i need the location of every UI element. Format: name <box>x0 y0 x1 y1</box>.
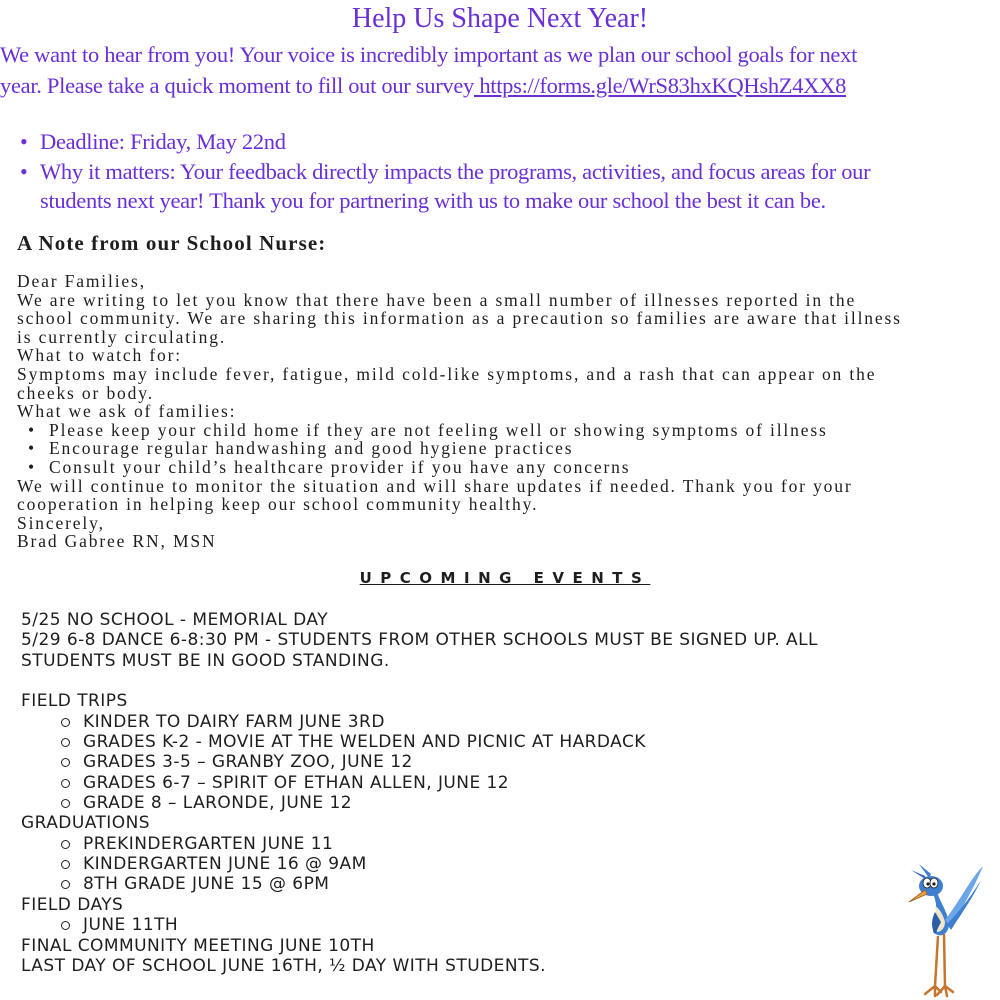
watch-for-heading: What to watch for: <box>17 345 182 366</box>
nurse-paragraph-line-1: We are writing to let you know that there have been a small number of illnesses reported in the <box>17 289 857 310</box>
survey-bullet-list <box>0 127 1000 216</box>
event-dance-line-1: 5/29 6-8 DANCE 6-8:30 PM - STUDENTS FROM OTHER SCHOOLS MUST BE SIGNED UP. ALL <box>21 630 818 651</box>
survey-intro-text: year. Please take a quick moment to fill out our survey <box>0 73 474 98</box>
list-item: GRADES 3-5 – GRANBY ZOO, JUNE 12 <box>21 752 981 772</box>
list-item: KINDER TO DAIRY FARM JUNE 3RD <box>21 712 981 732</box>
field-days-heading: FIELD DAYS <box>21 894 124 915</box>
event-dance-line-2: STUDENTS MUST BE IN GOOD STANDING. <box>21 650 390 671</box>
closing-line-2: cooperation in helping keep our school community healthy. <box>17 494 539 515</box>
survey-intro-line-2 <box>0 70 1000 101</box>
nurse-signature: Brad Gabree RN, MSN <box>17 531 217 552</box>
community-meeting: FINAL COMMUNITY MEETING JUNE 10TH <box>21 935 375 956</box>
symptoms-line-2: cheeks or body. <box>17 382 154 403</box>
why-it-matters-bullet <box>0 157 1000 216</box>
spacer <box>21 671 981 691</box>
upcoming-events-heading-text: UPCOMING EVENTS <box>359 569 651 587</box>
nurse-paragraph-line-2: school community. We are sharing this information as a precaution so families are aware that illness <box>17 308 902 329</box>
list-item: GRADE 8 – LARONDE, JUNE 12 <box>21 793 981 813</box>
list-item: • Encourage regular handwashing and good hygiene practices <box>17 439 992 458</box>
event-memorial-day: 5/25 NO SCHOOL - MEMORIAL DAY <box>21 610 329 630</box>
nurse-note-body <box>17 272 992 551</box>
why-it-matters-line-2: students next year! Thank you for partnering with us to make our school the best it can be. <box>40 188 826 213</box>
signoff: Sincerely, <box>17 512 105 533</box>
symptoms-line-1: Symptoms may include fever, fatigue, mild cold-like symptoms, and a rash that can appear on the <box>17 363 877 384</box>
nurse-paragraph-line-3: is currently circulating. <box>17 326 227 347</box>
deadline-bullet: • Deadline: Friday, May 22nd <box>0 127 1000 157</box>
graduations-heading: GRADUATIONS <box>21 813 151 834</box>
list-item: PREKINDERGARTEN JUNE 11 <box>21 834 981 854</box>
list-item: 8TH GRADE JUNE 15 @ 6PM <box>21 874 981 894</box>
list-item: KINDERGARTEN JUNE 16 @ 9AM <box>21 854 981 874</box>
list-item: JUNE 11TH <box>21 915 981 935</box>
ask-families-heading: What we ask of families: <box>17 401 237 422</box>
closing-line-1: We will continue to monitor the situation and will share updates if needed. Thank you for your <box>17 475 853 496</box>
survey-intro-line-1: We want to hear from you! Your voice is incredibly important as we plan our school goals for next <box>0 42 858 67</box>
last-day-of-school: LAST DAY OF SCHOOL JUNE 16TH, ½ DAY WITH STUDENTS. <box>21 955 546 976</box>
survey-intro <box>0 39 1000 101</box>
ask-families-list <box>17 421 992 477</box>
roadrunner-icon <box>905 862 985 998</box>
nurse-greeting: Dear Families, <box>17 271 146 291</box>
survey-title: Help Us Shape Next Year! <box>351 3 649 34</box>
upcoming-events-list <box>21 610 981 976</box>
list-item: GRADES 6-7 – SPIRIT OF ETHAN ALLEN, JUNE 12 <box>21 773 981 793</box>
list-item: GRADES K-2 - MOVIE AT THE WELDEN AND PICNIC AT HARDACK <box>21 732 981 752</box>
upcoming-events-heading <box>0 566 1000 590</box>
why-it-matters-line-1: Why it matters: Your feedback directly impacts the programs, activities, and focus areas for our <box>40 158 871 184</box>
nurse-note-heading: A Note from our School Nurse: <box>17 231 327 255</box>
survey-link[interactable]: https://forms.gle/WrS83hxKQHshZ4XX8 <box>474 73 847 98</box>
field-trips-heading: FIELD TRIPS <box>21 691 128 712</box>
list-item: • Consult your child’s healthcare provider if you have any concerns <box>17 458 992 477</box>
list-item: • Please keep your child home if they are not feeling well or showing symptoms of illness <box>17 421 992 440</box>
